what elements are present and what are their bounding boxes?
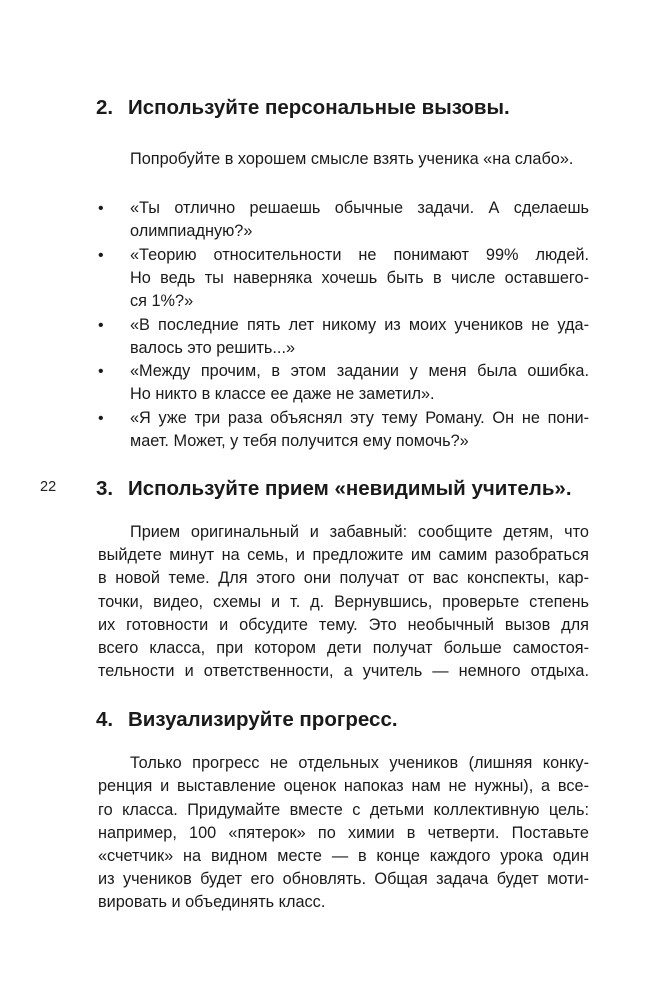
section-3-line-7: тельности и ответственности, а учитель — немного отдыха. <box>98 662 589 680</box>
section-4-line-2: ренция и выставление оценок напоказ нам не нужны), а все- <box>98 777 589 795</box>
section-4-title: Визуализируйте прогресс. <box>128 708 398 731</box>
bullet-mark: • <box>98 363 104 380</box>
bullet-mark: • <box>98 317 104 334</box>
section-4-line-1: Только прогресс не отдельных учеников (лишняя конку- <box>130 754 589 772</box>
bullet-4-line-1: «Между прочим, в этом задании у меня была ошибка. <box>130 362 589 380</box>
section-4-line-6: из учеников будет его обновлять. Общая задача будет моти- <box>98 870 589 888</box>
bullet-1-line-1: «Ты отлично решаешь обычные задачи. А сделаешь <box>130 199 589 217</box>
section-3-line-1: Прием оригинальный и забавный: сообщите детям, что <box>130 523 589 541</box>
section-3-line-2: выйдете минут на семь, и предложите им самим разобраться <box>98 546 589 564</box>
bullet-2-line-3: ся 1%?» <box>130 292 194 310</box>
section-3-line-6: всего класса, при котором дети получат больше самостоя- <box>98 639 589 657</box>
section-4-line-7: вировать и объединять класс. <box>98 893 326 911</box>
bullet-4-line-2: Но никто в классе ее даже не заметил». <box>130 385 435 403</box>
section-3-line-4: точки, видео, схемы и т. д. Вернувшись, проверьте степень <box>98 593 589 611</box>
bullet-2-line-2: Но ведь ты наверняка хочешь быть в числе оставшего- <box>130 269 589 287</box>
section-4-line-4: например, 100 «пятерок» по химии в четверти. Поставьте <box>98 824 589 842</box>
section-3-line-5: их готовности и обсудите тему. Это необычный вызов для <box>98 616 589 634</box>
bullet-3-line-1: «В последние пять лет никому из моих учеников не уда- <box>130 316 589 334</box>
section-4-number: 4. <box>96 708 114 731</box>
section-4-line-5: «счетчик» на видном месте — в конце каждого урока один <box>98 847 589 865</box>
section-3-number: 3. <box>96 477 114 500</box>
bullet-mark: • <box>98 200 104 217</box>
section-2-number: 2. <box>96 96 114 119</box>
bullet-2-line-1: «Теорию относительности не понимают 99% людей. <box>130 246 589 264</box>
section-2-heading <box>96 94 510 122</box>
page-number: 22 <box>40 479 57 495</box>
section-3-title: Используйте прием «невидимый учитель». <box>128 477 572 500</box>
bullet-mark: • <box>98 410 104 427</box>
section-3-line-3: в новой теме. Для этого они получат от вас конспекты, кар- <box>98 569 589 587</box>
section-2-intro: Попробуйте в хорошем смысле взять ученика «на слабо». <box>130 150 574 168</box>
bullet-mark: • <box>98 247 104 264</box>
bullet-1-line-2: олимпиадную?» <box>130 222 253 240</box>
section-4-heading <box>96 706 398 734</box>
section-4-line-3: го класса. Придумайте вместе с детьми коллективную цель: <box>98 801 589 819</box>
bullet-5-line-1: «Я уже три раза объяснял эту тему Роману. Он не пони- <box>130 409 589 427</box>
bullet-3-line-2: валось это решить...» <box>130 339 296 357</box>
section-2-title: Используйте персональные вызовы. <box>128 96 510 119</box>
section-3-heading <box>96 475 572 503</box>
bullet-5-line-2: мает. Может, у тебя получится ему помочь?» <box>130 432 469 450</box>
